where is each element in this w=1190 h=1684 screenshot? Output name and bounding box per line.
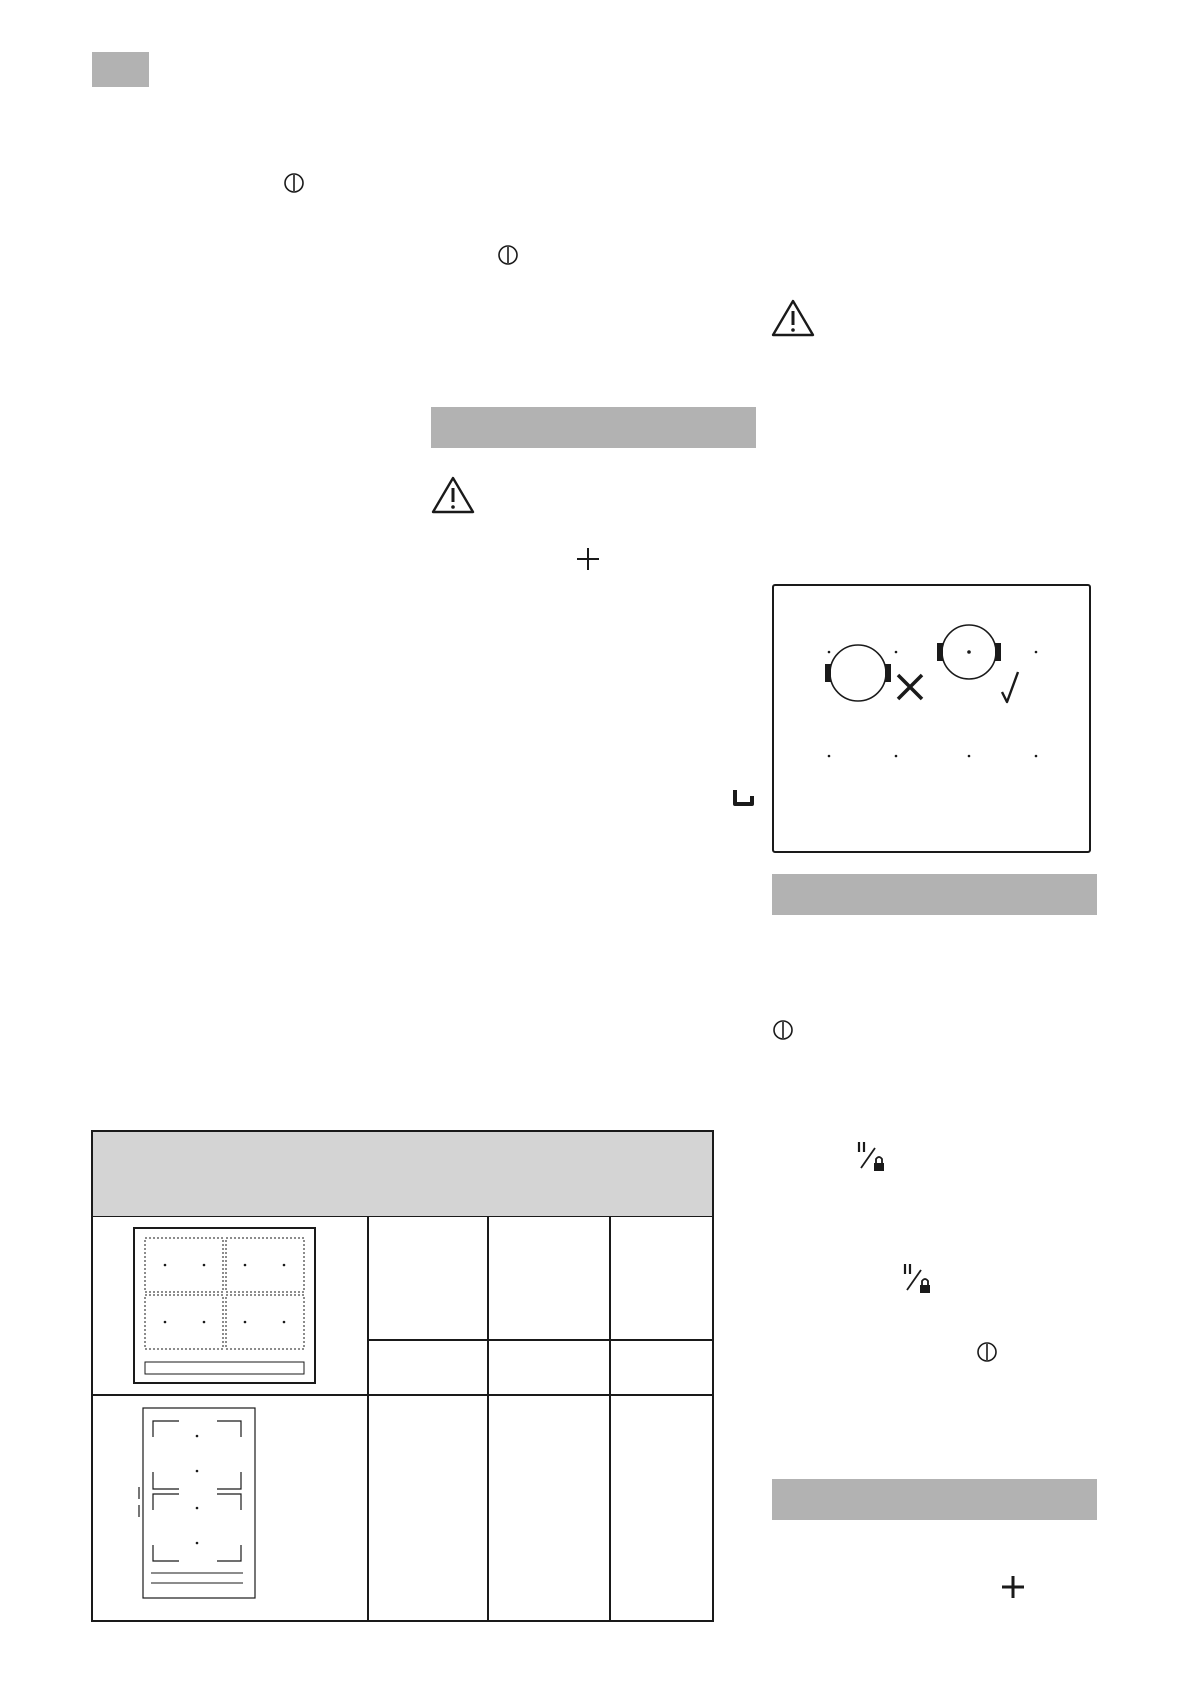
display-u-icon	[732, 788, 756, 808]
column-divider	[367, 1216, 369, 1620]
on-off-icon	[497, 244, 519, 266]
plus-icon	[575, 546, 601, 572]
pan-placement-diagram	[772, 584, 1091, 853]
warning-icon	[431, 476, 475, 514]
section-header-bar	[772, 1479, 1097, 1520]
section-header-bar	[431, 407, 756, 448]
pause-lock-icon	[855, 1140, 889, 1174]
corner-tab	[92, 52, 149, 87]
column-divider	[609, 1216, 611, 1620]
hob-four-zone-diagram	[133, 1227, 317, 1390]
on-off-icon	[283, 172, 305, 194]
on-off-icon	[976, 1341, 998, 1363]
pause-lock-icon	[901, 1262, 935, 1296]
on-off-icon	[772, 1019, 794, 1041]
row-divider	[93, 1394, 712, 1396]
hob-table	[91, 1130, 714, 1622]
section-header-bar	[772, 874, 1097, 915]
plus-icon	[1000, 1574, 1026, 1600]
column-divider	[487, 1216, 489, 1620]
pan-placement-illustration	[774, 586, 1089, 851]
table-header	[93, 1132, 712, 1217]
hob-narrow-diagram	[137, 1407, 257, 1606]
warning-icon	[771, 299, 815, 337]
row-divider	[367, 1339, 712, 1341]
